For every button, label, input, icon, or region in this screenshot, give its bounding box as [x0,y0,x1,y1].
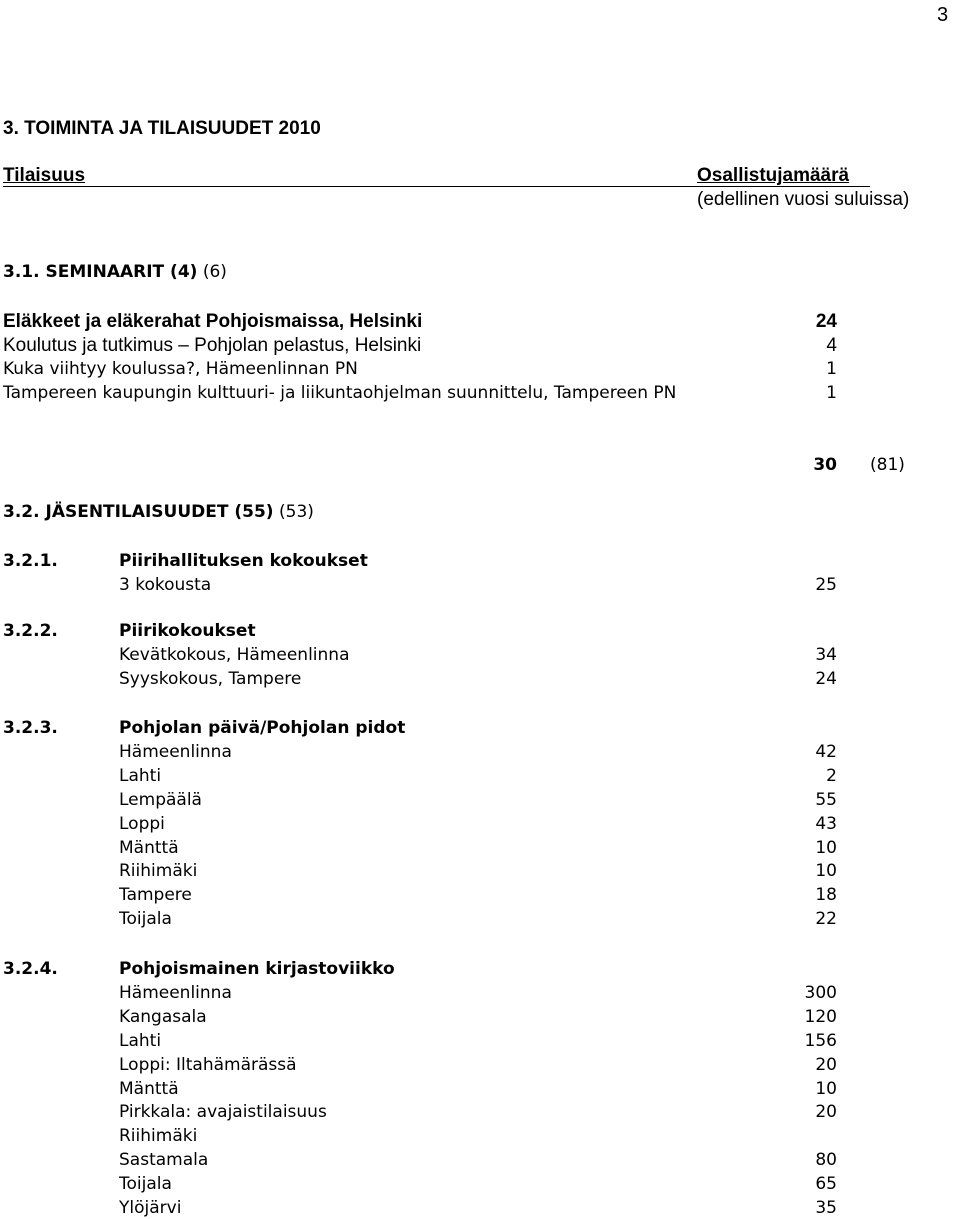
column-header-note: (edellinen vuosi suluissa) [697,189,910,210]
list-item-value: 18 [815,885,837,905]
list-item-value: 24 [815,669,837,689]
header-underline [3,186,870,187]
seminars-heading [3,261,227,283]
seminar-value: 1 [826,383,837,403]
list-item-label: Toijala [119,1174,172,1194]
list-item-label: Loppi: Iltahämärässä [119,1055,297,1075]
list-item-label: Ylöjärvi [119,1198,182,1218]
seminar-label: Koulutus ja tutkimus – Pohjolan pelastus, Helsinki [3,335,422,356]
column-header-participants: Osallistujamäärä [697,165,850,186]
list-item-value: 10 [815,838,837,858]
list-item-label: Mänttä [119,838,179,858]
seminar-label: Kuka viihtyy koulussa?, Hämeenlinnan PN [3,359,358,379]
seminar-value: 1 [826,359,837,379]
list-item-label: Riihimäki [119,1126,198,1146]
section-number: 3.2.3. [3,718,58,738]
seminars-prev: (6) [202,262,227,282]
page-title: 3. TOIMINTA JA TILAISUUDET 2010 [3,118,321,139]
seminar-value: 24 [815,311,837,332]
section-number: 3.2.1. [3,551,58,571]
section-title: Piirikokoukset [119,621,256,641]
list-item-value: 156 [804,1031,837,1051]
list-item-value: 25 [815,575,837,595]
list-item-label: Toijala [119,909,172,929]
list-item-value: 10 [815,861,837,881]
list-item-label: Tampere [119,885,192,905]
seminar-label: Eläkkeet ja eläkerahat Pohjoismaissa, Helsinki [3,311,423,332]
list-item-value: 20 [815,1102,837,1122]
list-item-label: 3 kokousta [119,575,212,595]
section-title: Pohjoismainen kirjastoviikko [119,959,395,979]
page-number: 3 [937,4,949,26]
list-item-value: 120 [804,1007,837,1027]
seminar-value: 4 [826,335,837,356]
list-item-label: Lempäälä [119,790,202,810]
list-item-value: 2 [826,766,837,786]
section-title: Pohjolan päivä/Pohjolan pidot [119,718,406,738]
list-item-label: Kangasala [119,1007,207,1027]
list-item-value: 42 [815,742,837,762]
list-item-value: 65 [815,1174,837,1194]
list-item-value: 22 [815,909,837,929]
list-item-label: Pirkkala: avajaistilaisuus [119,1102,327,1122]
list-item-label: Lahti [119,1031,162,1051]
section-number: 3.2.4. [3,959,58,979]
list-item-label: Sastamala [119,1150,209,1170]
section-title: Piirihallituksen kokoukset [119,551,368,571]
list-item-value: 35 [815,1198,837,1218]
list-item-label: Mänttä [119,1079,179,1099]
seminars-total-prev: (81) [870,455,905,475]
seminars-total: 30 [813,455,837,475]
member-events-title: 3.2. JÄSENTILAISUUDET (55) [3,502,274,522]
list-item-label: Syyskokous, Tampere [119,669,302,689]
list-item-value: 20 [815,1055,837,1075]
list-item-value: 300 [804,983,837,1003]
list-item-value: 43 [815,814,837,834]
section-number: 3.2.2. [3,621,58,641]
member-events-heading [3,501,314,523]
seminar-label: Tampereen kaupungin kulttuuri- ja liikuntaohjelman suunnittelu, Tampereen PN [3,383,677,403]
seminars-title: 3.1. SEMINAARIT (4) [3,262,198,282]
list-item-label: Hämeenlinna [119,742,232,762]
list-item-label: Riihimäki [119,861,198,881]
list-item-value: 34 [815,645,837,665]
member-events-prev: (53) [279,502,314,522]
list-item-label: Lahti [119,766,162,786]
list-item-label: Loppi [119,814,165,834]
list-item-value: 10 [815,1079,837,1099]
list-item-value: 80 [815,1150,837,1170]
list-item-label: Hämeenlinna [119,983,232,1003]
column-header-event: Tilaisuus [3,165,86,186]
list-item-label: Kevätkokous, Hämeenlinna [119,645,350,665]
list-item-value: 55 [815,790,837,810]
